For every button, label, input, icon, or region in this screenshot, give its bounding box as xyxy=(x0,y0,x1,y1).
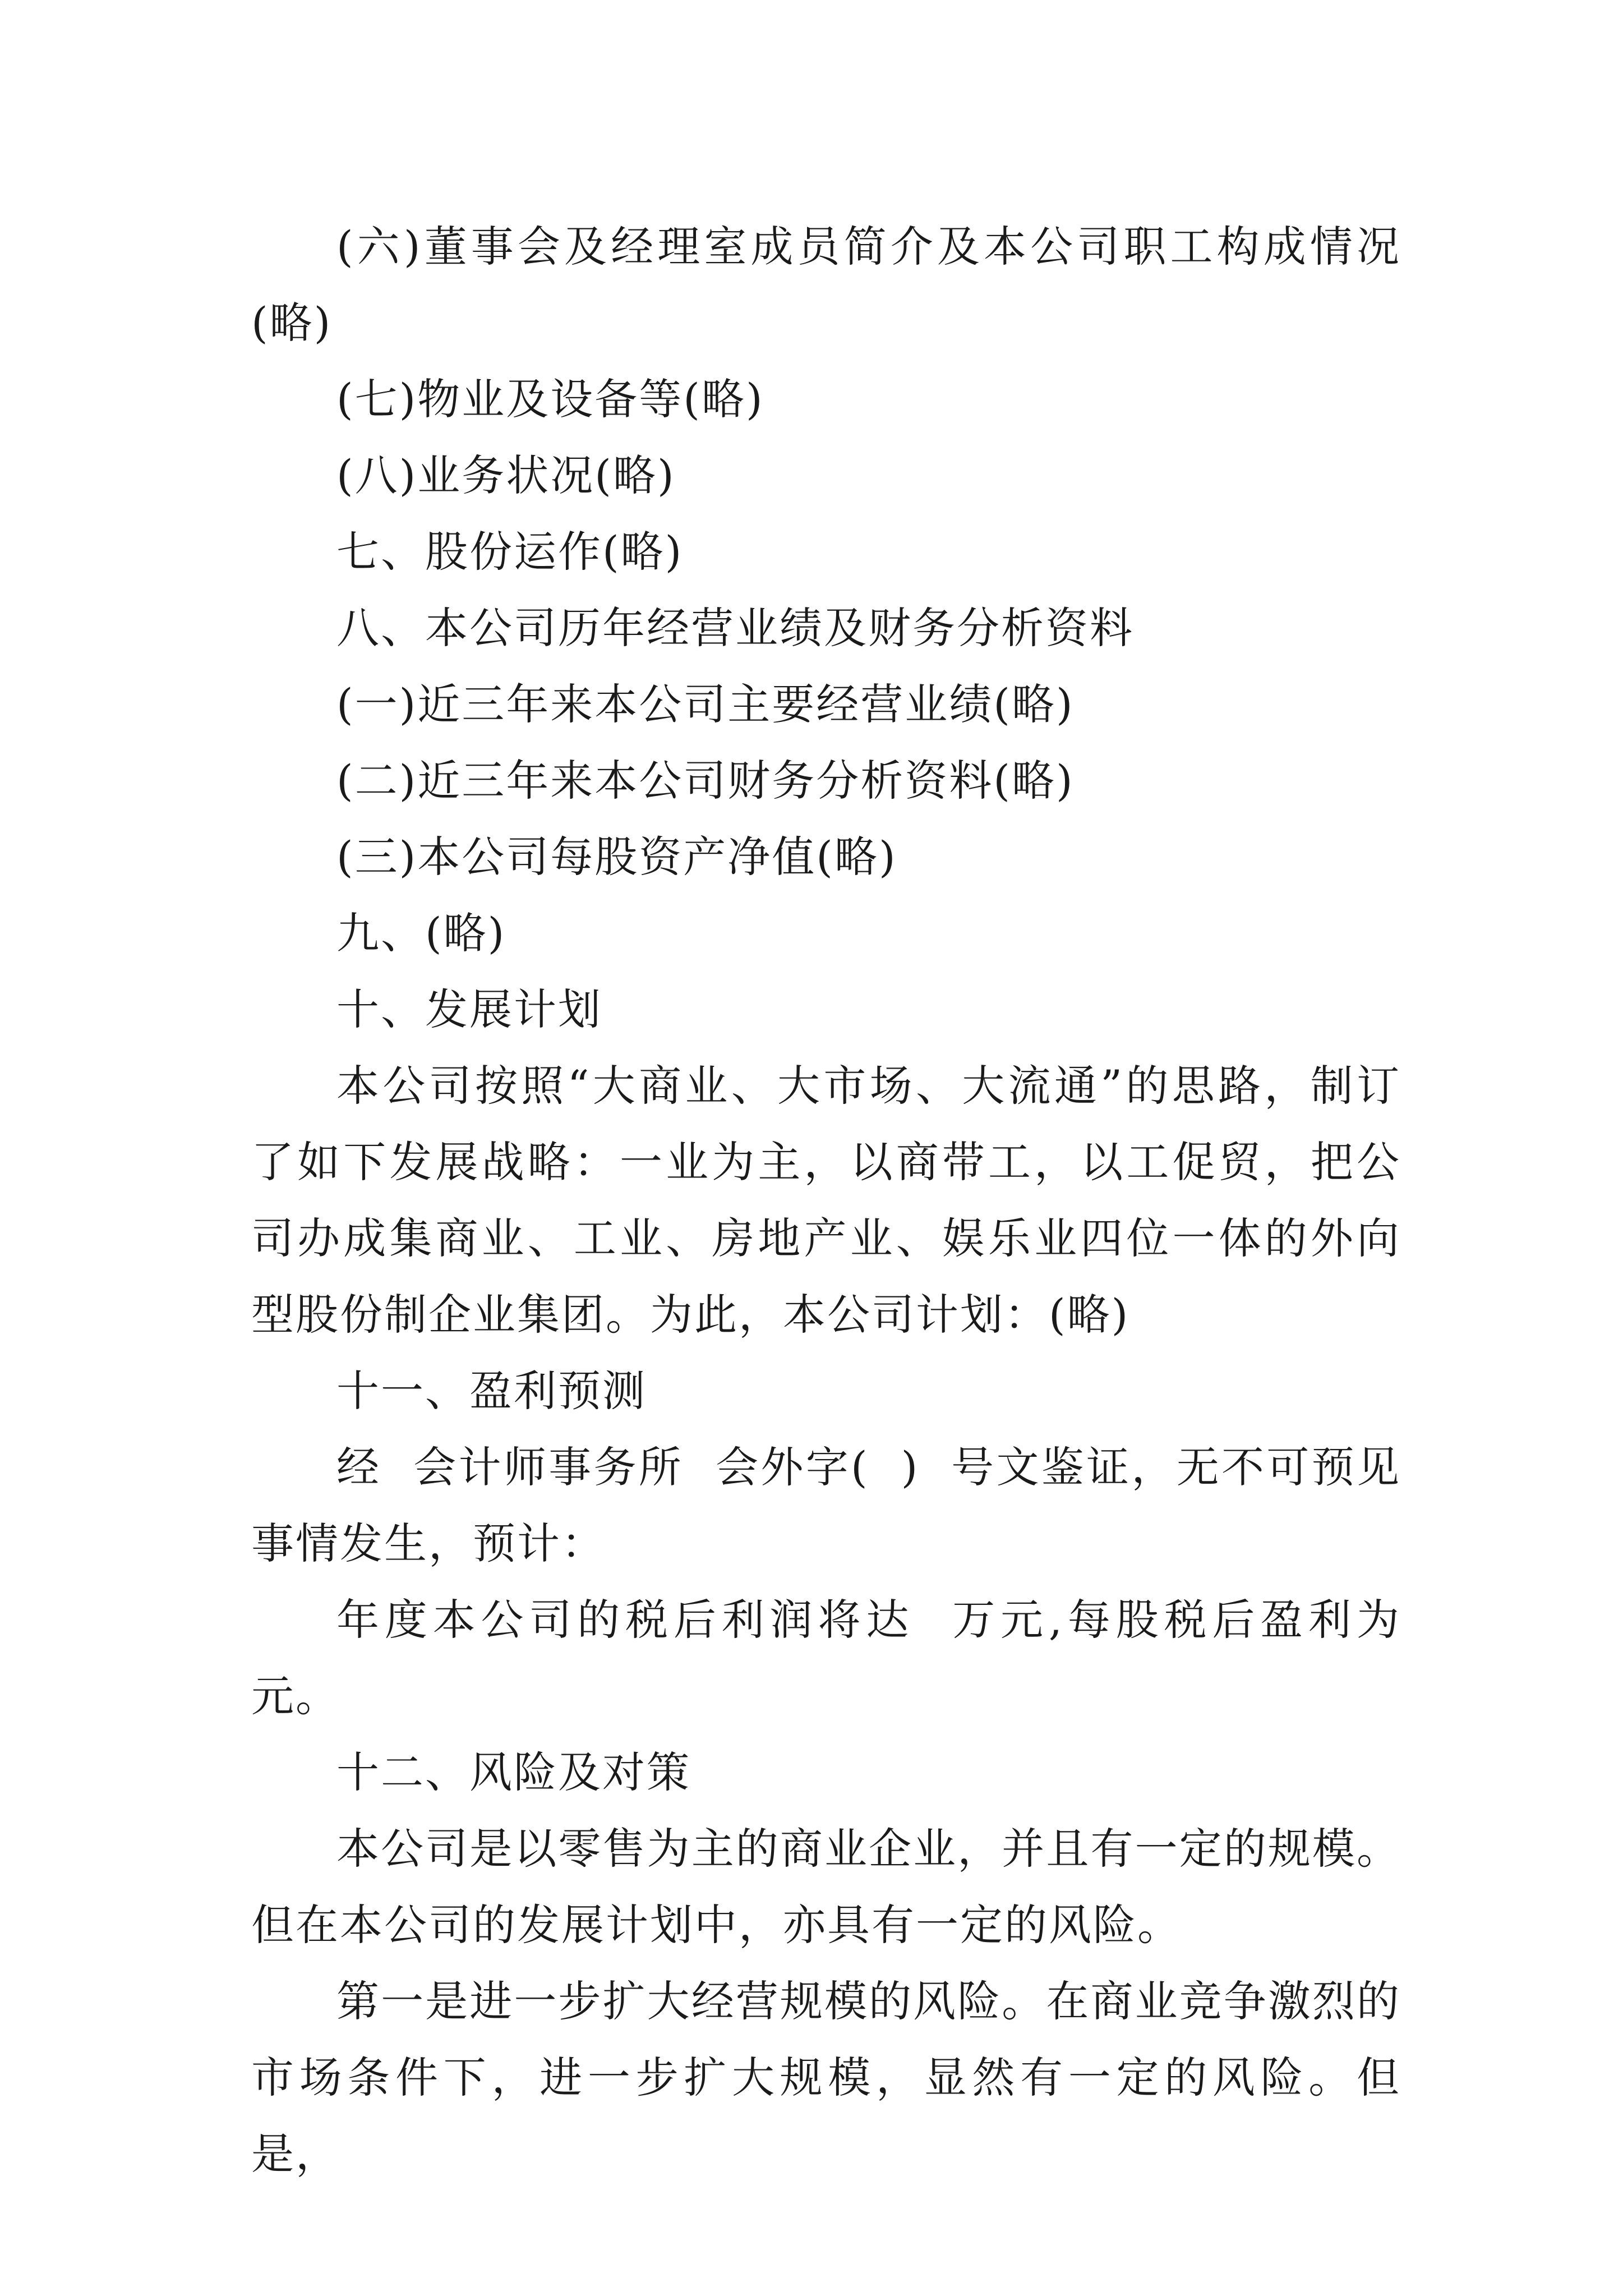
paragraph-development-strategy: 本公司按照“大商业、大市场、大流通”的思路，制订了如下发展战略：一业为主，以商带工，以工促贸，把公司办成集商业、工业、房地产业、娱乐业四位一体的外向型股份制企业集团。为此，本公司计划：(略) xyxy=(251,1061,1401,1340)
document-body xyxy=(251,209,1432,2192)
heading-development-plan: 十、发展计划 xyxy=(336,984,602,1034)
paragraph-risk-expansion: 第一是进一步扩大经营规模的风险。在商业竞争激烈的市场条件下，进一步扩大规模，显然有一定的风险。但是， xyxy=(251,1976,1401,2179)
heading-financial-analysis: 八、本公司历年经营业绩及财务分析资料 xyxy=(336,603,1134,653)
paragraph-accounting-verification: 经 会计师事务所 会外字( ) 号文鉴证，无不可预见事情发生，预计： xyxy=(251,1442,1401,1568)
paragraph-financial-data: (二)近三年来本公司财务分析资料(略) xyxy=(336,756,1075,806)
paragraph-operating-results: (一)近三年来本公司主要经营业绩(略) xyxy=(336,679,1075,729)
paragraph-profit-estimate: 年度本公司的税后利润将达 万元,每股税后盈利为 元。 xyxy=(251,1595,1432,1721)
paragraph-net-asset-value: (三)本公司每股资产净值(略) xyxy=(336,832,897,882)
heading-profit-forecast: 十一、盈利预测 xyxy=(336,1366,647,1416)
heading-share-operation: 七、股份运作(略) xyxy=(336,527,684,577)
heading-risk-countermeasures: 十二、风险及对策 xyxy=(336,1747,691,1797)
paragraph-business-status: (八)业务状况(略) xyxy=(336,450,676,500)
paragraph-board-members: (六)董事会及经理室成员简介及本公司职工构成情况(略) xyxy=(251,222,1401,348)
heading-nine: 九、(略) xyxy=(336,908,506,958)
paragraph-risk-intro: 本公司是以零售为主的商业企业，并且有一定的规模。但在本公司的发展计划中，亦具有一定的风险。 xyxy=(251,1824,1401,1950)
paragraph-property-equipment: (七)物业及设备等(略) xyxy=(336,374,764,424)
